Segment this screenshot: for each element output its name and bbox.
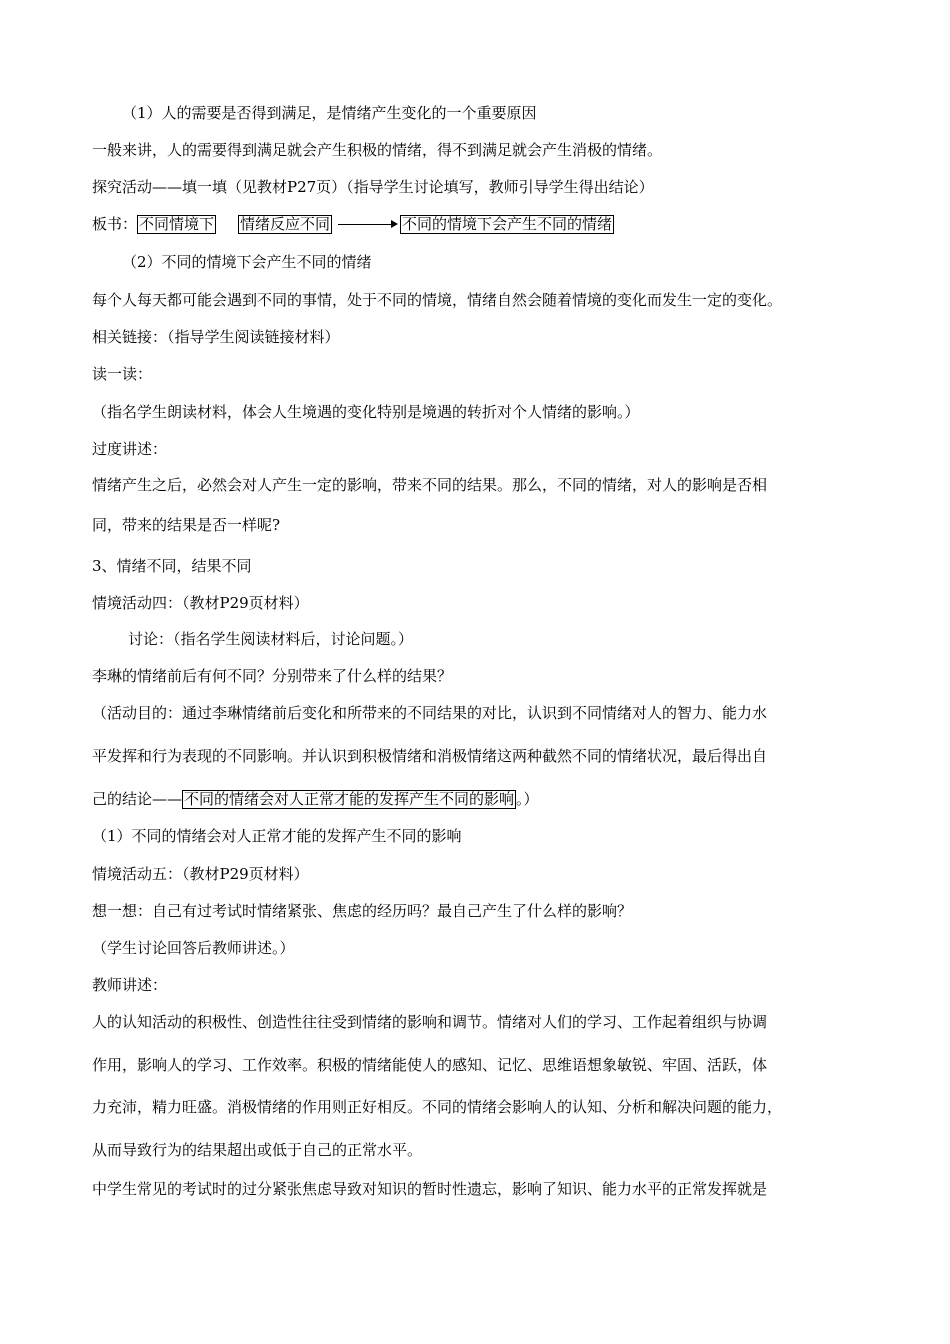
point-1-heading: （1）人的需要是否得到满足，是情绪产生变化的一个重要原因 bbox=[122, 104, 537, 122]
paragraph-text: 讨论：（指名学生阅读材料后，讨论问题。） bbox=[128, 630, 414, 648]
conclusion-box: 不同的情绪会对人正常才能的发挥产生不同的影响 bbox=[184, 790, 515, 808]
paragraph-text: （1）不同的情绪会对人正常才能的发挥产生不同的影响 bbox=[92, 827, 462, 845]
paragraph-text: 李琳的情绪前后有何不同？分别带来了什么样的结果？ bbox=[92, 667, 453, 685]
board-label: 板书： bbox=[92, 215, 138, 233]
paragraph-text: 想一想：自己有过考试时情绪紧张、焦虑的经历吗？最自己产生了什么样的影响？ bbox=[92, 902, 633, 920]
paragraph-text: 中学生常见的考试时的过分紧张焦虑导致对知识的暂时性遗忘，影响了知识、能力水平的正常发挥就是 bbox=[92, 1180, 768, 1198]
conclusion-suffix: 。） bbox=[516, 790, 539, 808]
paragraph-text: 力充沛，精力旺盛。消极情绪的作用则正好相反。不同的情绪会影响人的认知、分析和解决问题的能力， bbox=[92, 1098, 783, 1116]
paragraph-text: 教师讲述： bbox=[92, 976, 168, 994]
paragraph-text: 情绪产生之后，必然会对人产生一定的影响，带来不同的结果。那么，不同的情绪，对人的影响是否相 bbox=[92, 476, 768, 494]
board-box-situation: 不同情境下 bbox=[139, 215, 215, 233]
paragraph-text: 平发挥和行为表现的不同影响。并认识到积极情绪和消极情绪这两种截然不同的情绪状况，最后得出自 bbox=[92, 747, 768, 765]
paragraph-text: 一般来讲，人的需要得到满足就会产生积极的情绪，得不到满足就会产生消极的情绪。 bbox=[92, 141, 663, 159]
board-box-conclusion: 不同的情境下会产生不同的情绪 bbox=[402, 215, 613, 233]
paragraph-text: 每个人每天都可能会遇到不同的事情，处于不同的情境，情绪自然会随着情境的变化而发生一定的变化。 bbox=[92, 291, 783, 309]
paragraph-text: 同，带来的结果是否一样呢? bbox=[92, 516, 281, 534]
board-writing bbox=[92, 214, 614, 235]
paragraph-text: 读一读： bbox=[92, 365, 153, 383]
paragraph-text: 相关链接：（指导学生阅读链接材料） bbox=[92, 328, 340, 346]
paragraph-text: 情境活动五：（教材P29页材料） bbox=[92, 865, 309, 883]
conclusion-prefix: 己的结论—— bbox=[92, 790, 183, 808]
paragraph-text bbox=[92, 789, 539, 809]
point-2-heading: （2）不同的情境下会产生不同的情绪 bbox=[122, 253, 372, 271]
right-arrow-icon bbox=[338, 215, 398, 235]
paragraph-text: 从而导致行为的结果超出或低于自己的正常水平。 bbox=[92, 1141, 423, 1159]
section-heading: 3、情绪不同，结果不同 bbox=[92, 557, 252, 575]
paragraph-text: （活动目的：通过李琳情绪前后变化和所带来的不同结果的对比，认识到不同情绪对人的智力、能力水 bbox=[92, 704, 768, 722]
paragraph-text: （学生讨论回答后教师讲述。） bbox=[92, 939, 295, 957]
board-box-reaction: 情绪反应不同 bbox=[240, 215, 331, 233]
paragraph-text: （指名学生朗读材料，体会人生境遇的变化特别是境遇的转折对个人情绪的影响。） bbox=[92, 403, 640, 421]
paragraph-text: 情境活动四：（教材P29页材料） bbox=[92, 594, 309, 612]
paragraph-text: 作用，影响人的学习、工作效率。积极的情绪能使人的感知、记忆、思维语想象敏锐、牢固、活跃，体 bbox=[92, 1056, 768, 1074]
paragraph-text: 人的认知活动的积极性、创造性往往受到情绪的影响和调节。情绪对人们的学习、工作起着组织与协调 bbox=[92, 1013, 768, 1031]
paragraph-text: 过度讲述： bbox=[92, 440, 168, 458]
activity-text: 探究活动——填一填（见教材P27页）（指导学生讨论填写，教师引导学生得出结论） bbox=[92, 178, 654, 196]
